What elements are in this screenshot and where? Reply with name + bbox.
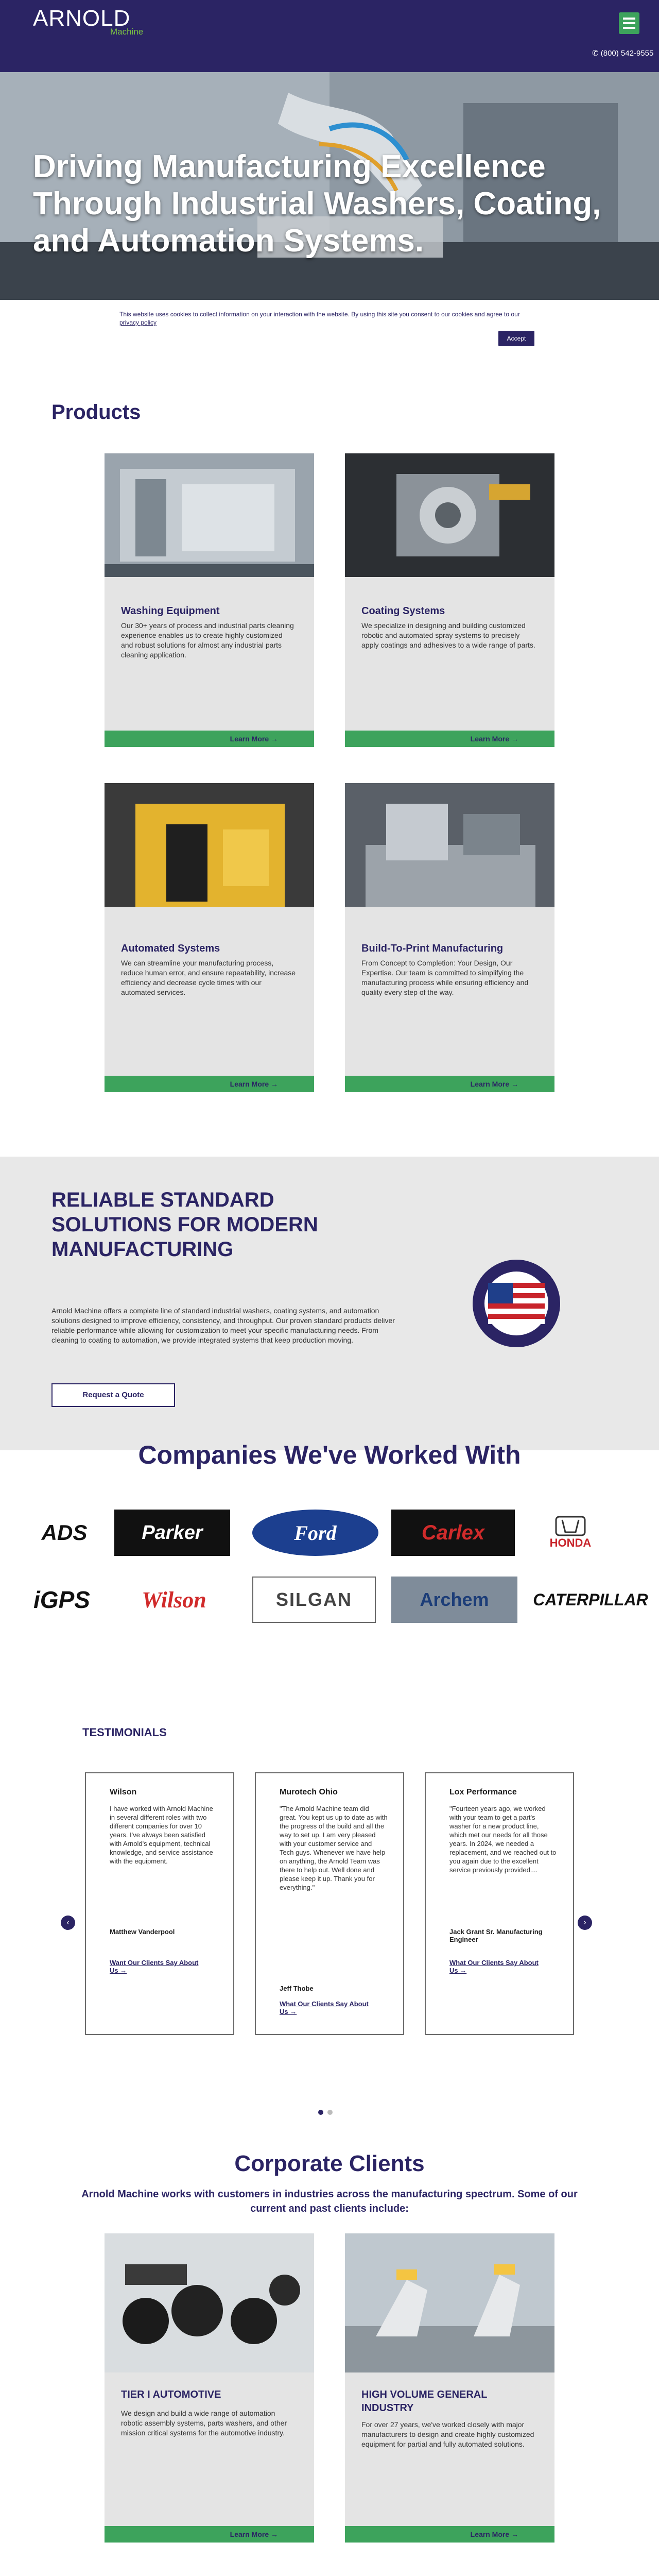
phone-icon: ✆ bbox=[592, 49, 599, 58]
parker-logo: Parker bbox=[114, 1510, 230, 1556]
testimonial-card bbox=[85, 1772, 234, 2035]
archem-logo: Archem bbox=[391, 1577, 517, 1623]
industry-card[interactable] bbox=[105, 2233, 314, 2543]
learn-more-button[interactable]: Learn More → bbox=[105, 1076, 314, 1092]
igps-logo: iGPS bbox=[33, 1586, 90, 1613]
product-card[interactable] bbox=[345, 453, 554, 747]
product-card[interactable] bbox=[105, 453, 314, 747]
build-to-print-image bbox=[345, 783, 554, 907]
learn-more-button[interactable]: Learn More → bbox=[105, 2526, 314, 2543]
general-industry-image bbox=[345, 2233, 554, 2372]
coating-systems-image bbox=[345, 453, 554, 577]
product-card[interactable] bbox=[105, 783, 314, 1092]
carousel-dot[interactable] bbox=[327, 2110, 333, 2115]
wilson-logo: Wilson bbox=[142, 1587, 206, 1613]
menu-icon[interactable] bbox=[619, 12, 639, 34]
industry-card[interactable] bbox=[345, 2233, 554, 2543]
automotive-image bbox=[105, 2233, 314, 2372]
caterpillar-logo: CATERPILLAR bbox=[533, 1590, 648, 1609]
learn-more-button[interactable]: Learn More → bbox=[345, 731, 554, 747]
testimonial-text: "Fourteen years ago, we worked with your team to get a part's washer for a new product line, which met our needs for all those years. In 2024, we needed a replacement, and we reached out to you again due to the excellent service previously provided.... bbox=[449, 1805, 557, 1874]
carousel-dot-active[interactable] bbox=[318, 2110, 323, 2115]
reliable-text: Arnold Machine offers a complete line of standard industrial washers, coating systems, and automation solutions designed to improve efficiency, consistency, and throughput. Our proven standard products deliver reliable performance while allowing for customization to meet your specific manufacturing needs. From cleaning to coating to automation, we provide integrated systems that keep production moving. bbox=[51, 1307, 395, 1344]
testimonial-link[interactable]: Want Our Clients Say About Us → bbox=[110, 1959, 199, 1974]
testimonial-card bbox=[425, 1772, 574, 2035]
testimonial-text: "The Arnold Machine team did great. You kept us up to date as with the progress of the build and all the way to set up. I am very pleased with your customer service and Tech guys. Whenever we have help on anything, the Arnold Team was there to help out. Well done and please keep it up. Thank you for everything." bbox=[280, 1805, 388, 1891]
testimonial-author: Matthew Vanderpool bbox=[110, 1928, 175, 1936]
accept-cookies-button[interactable]: Accept bbox=[498, 331, 534, 346]
testimonial-card bbox=[255, 1772, 404, 2035]
reliable-title: RELIABLE STANDARD SOLUTIONS FOR MODERN MANUFACTURING bbox=[51, 1189, 318, 1261]
companies-title: Companies We've Worked With bbox=[138, 1440, 521, 1469]
product-card[interactable] bbox=[345, 783, 554, 1092]
silgan-logo: SILGAN bbox=[252, 1577, 376, 1623]
prev-arrow-icon[interactable]: ‹ bbox=[61, 1916, 75, 1930]
made-in-usa-badge bbox=[473, 1260, 560, 1347]
carlex-logo: Carlex bbox=[391, 1510, 515, 1556]
testimonial-text: I have worked with Arnold Machine in several different roles with two different companies for over 10 years. I've always been satisfied with Arnold's equipment, technical knowledge, and service assistance with the equipment. bbox=[110, 1805, 213, 1865]
reliable-solutions-section bbox=[0, 1157, 659, 1450]
next-arrow-icon[interactable]: › bbox=[578, 1916, 592, 1930]
testimonial-link[interactable]: What Our Clients Say About Us → bbox=[280, 2000, 369, 2015]
request-quote-button[interactable]: Request a Quote bbox=[51, 1383, 175, 1407]
industry-title: TIER I AUTOMOTIVE bbox=[121, 2389, 221, 2400]
testimonials-label: TESTIMONIALS bbox=[82, 1726, 167, 1739]
testimonial-company: Lox Performance bbox=[449, 1788, 517, 1797]
learn-more-button[interactable]: Learn More → bbox=[345, 1076, 554, 1092]
testimonial-author: Jack Grant Sr. Manufacturing Engineer bbox=[449, 1928, 543, 1943]
learn-more-button[interactable]: Learn More → bbox=[105, 731, 314, 747]
honda-logo: HONDA bbox=[529, 1510, 612, 1556]
testimonial-company: Murotech Ohio bbox=[280, 1788, 338, 1797]
honda-wing-icon bbox=[555, 1516, 586, 1536]
product-text: Our 30+ years of process and industrial parts cleaning experience enables us to create highly customized and robust solutions for almost any industrial parts cleaning application. bbox=[121, 621, 294, 659]
hero-title: Driving Manufacturing Excellence Through Industrial Washers, Coating, and Automation Systems. bbox=[33, 149, 601, 259]
product-title: Automated Systems bbox=[121, 943, 220, 954]
industries-subtitle: Arnold Machine works with customers in industries across the manufacturing spectrum. Some of our current and past clients include: bbox=[81, 2189, 578, 2214]
industries-title: Corporate Clients bbox=[234, 2151, 425, 2176]
product-title: Build-To-Print Manufacturing bbox=[361, 943, 504, 954]
cookie-banner bbox=[0, 300, 659, 357]
privacy-policy-link[interactable]: privacy policy bbox=[119, 319, 157, 326]
site-header bbox=[0, 0, 659, 72]
automated-systems-image bbox=[105, 783, 314, 907]
ford-logo: Ford bbox=[252, 1510, 378, 1556]
ads-logo: ADS bbox=[41, 1520, 88, 1545]
arnold-logo[interactable]: ARNOLD Machine bbox=[33, 6, 144, 37]
industry-title: HIGH VOLUME GENERAL INDUSTRY bbox=[361, 2389, 488, 2414]
product-text: From Concept to Completion: Your Design, Our Expertise. Our team is committed to simplifying the manufacturing process while ensuring efficiency and quality every step of the way. bbox=[361, 959, 529, 996]
product-text: We specialize in designing and building customized robotic and automated spray systems to precisely apply coatings and adhesives to a wide range of parts. bbox=[361, 621, 535, 649]
product-title: Washing Equipment bbox=[121, 605, 220, 617]
cookie-text: This website uses cookies to collect information on your interaction with the website. By using this site you consent to our cookies and agree to our bbox=[119, 311, 520, 318]
product-title: Coating Systems bbox=[361, 605, 445, 617]
testimonial-company: Wilson bbox=[110, 1788, 137, 1797]
hero-banner bbox=[0, 72, 659, 300]
products-title: Products bbox=[51, 401, 141, 423]
testimonial-author: Jeff Thobe bbox=[280, 1985, 314, 1992]
header-phone[interactable]: ✆ (800) 542-9555 bbox=[592, 49, 654, 58]
product-text: We can streamline your manufacturing process, reduce human error, and ensure repeatability, increase efficiency and decrease cycle times with our automated services. bbox=[121, 959, 296, 996]
testimonial-link[interactable]: What Our Clients Say About Us → bbox=[449, 1959, 539, 1974]
learn-more-button[interactable]: Learn More → bbox=[345, 2526, 554, 2543]
industry-text: We design and build a wide range of automation robotic assembly systems, parts washers, and other mission critical systems for the automotive industry. bbox=[121, 2409, 287, 2437]
washing-equipment-image bbox=[105, 453, 314, 577]
industry-text: For over 27 years, we've worked closely with major manufacturers to design and create highly customized equipment for partial and fully automated solutions. bbox=[361, 2420, 534, 2448]
